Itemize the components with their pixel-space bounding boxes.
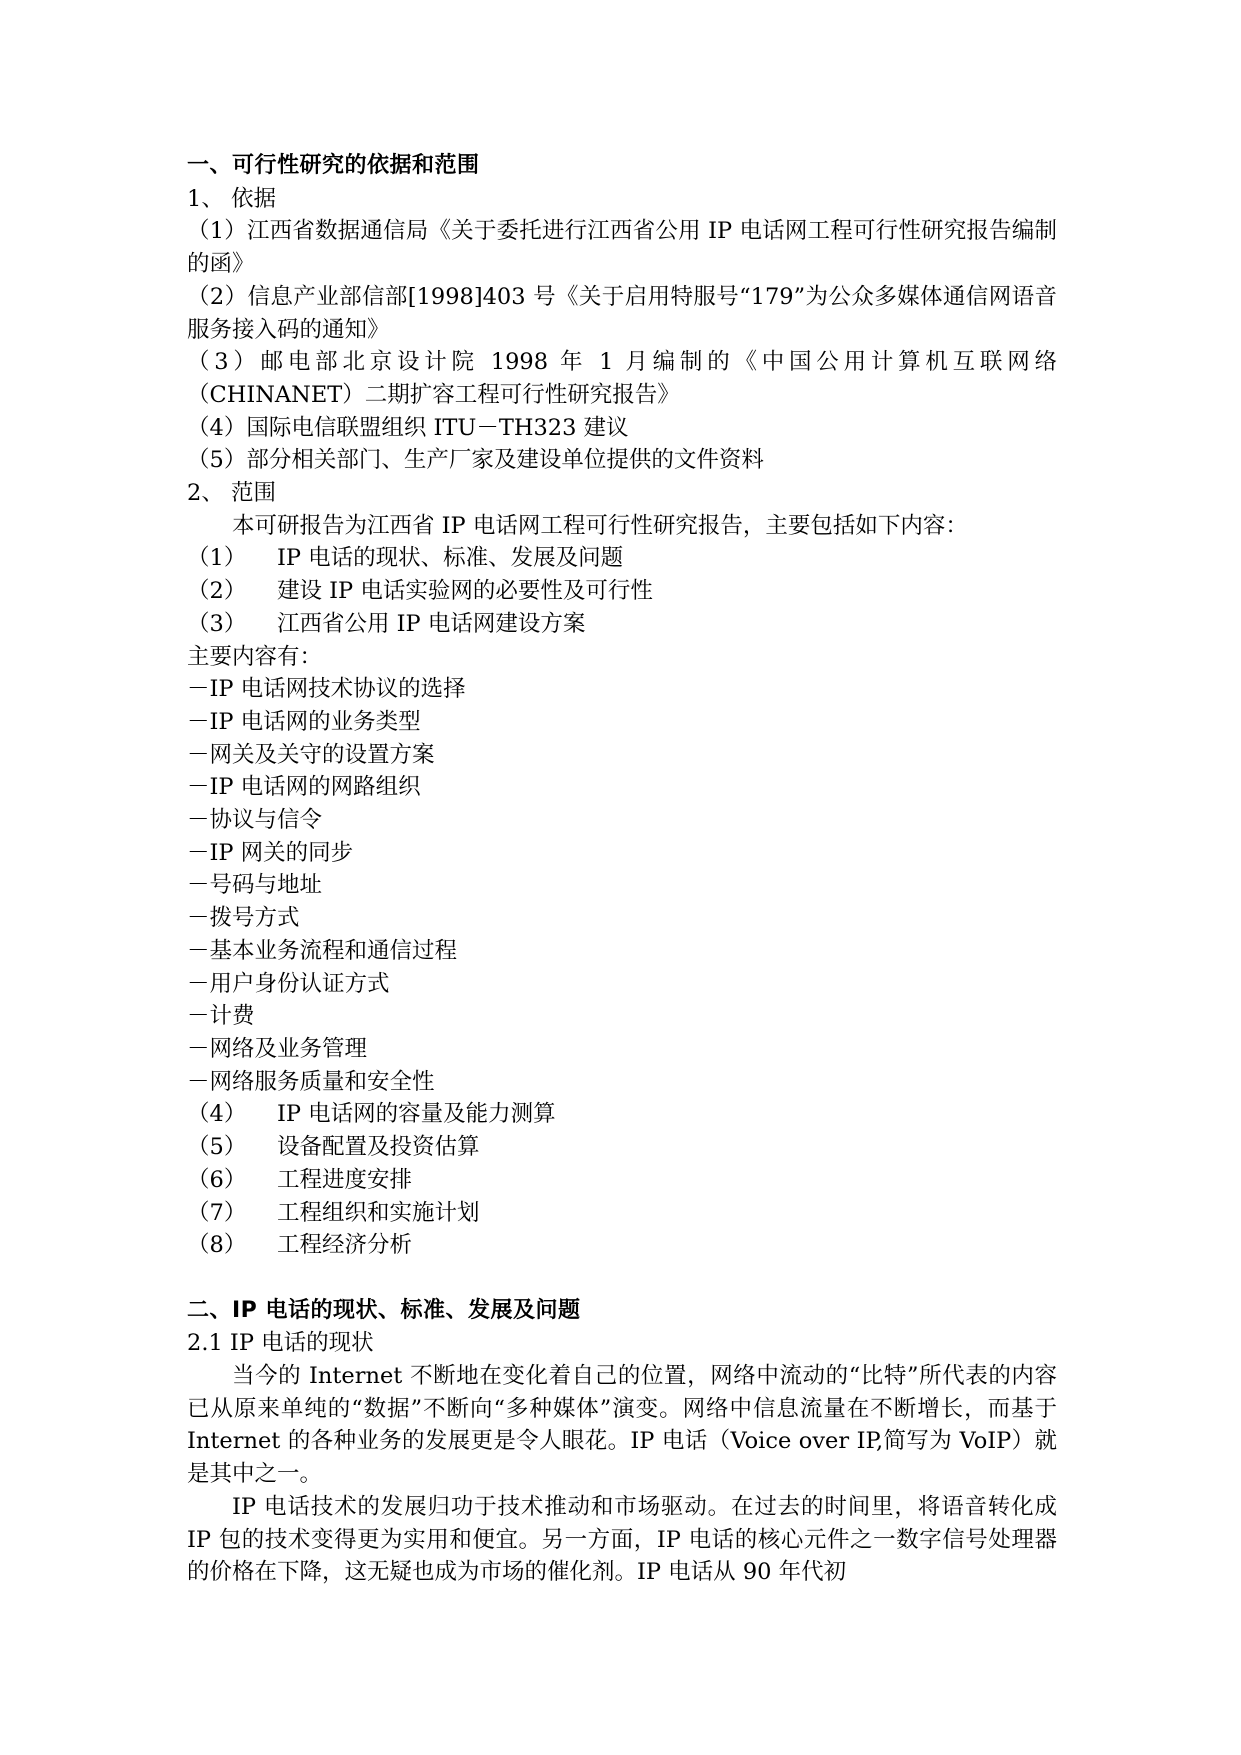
scope-item xyxy=(187,542,1057,575)
main-content-item: －IP 网关的同步 xyxy=(187,839,354,866)
basis-item-5: （5）部分相关部门、生产厂家及建设单位提供的文件资料 xyxy=(187,447,764,474)
scope-item-text: IP 电话网的容量及能力测算 xyxy=(277,1101,556,1128)
scope-item-text: 工程组织和实施计划 xyxy=(277,1199,480,1226)
document-page xyxy=(187,150,1057,1589)
scope-item-text: IP 电话的现状、标准、发展及问题 xyxy=(277,545,624,572)
scope-item-text: 建设 IP 电话实验网的必要性及可行性 xyxy=(277,578,653,605)
main-content-item: －计费 xyxy=(187,1003,255,1030)
main-content-item: －号码与地址 xyxy=(187,872,323,899)
scope-item-number: （7） xyxy=(187,1199,247,1226)
scope-item xyxy=(187,608,1057,641)
basis-item-4: （4）国际电信联盟组织 ITU－TH323 建议 xyxy=(187,414,629,441)
scope-item-text: 工程经济分析 xyxy=(277,1232,413,1259)
scope-item xyxy=(187,1229,1057,1262)
scope-heading: 2、 范围 xyxy=(187,480,276,507)
main-content-item: －IP 电话网的业务类型 xyxy=(187,708,421,735)
scope-item xyxy=(187,1164,1057,1197)
basis-heading: 1、 依据 xyxy=(187,185,276,212)
subsection-heading: 2.1 IP 电话的现状 xyxy=(187,1330,374,1357)
scope-item-number: （3） xyxy=(187,610,247,637)
body-paragraph: IP 电话技术的发展归功于技术推动和市场驱动。在过去的时间里，将语音转化成 IP 包的技术变得更为实用和便宜。另一方面，IP 电话的核心元件之一数字信号处理器的价格在下降，这无疑也成为市场的催化剂。IP 电话从 90 年代初 xyxy=(187,1493,1057,1586)
scope-item-number: （1） xyxy=(187,545,247,572)
scope-item xyxy=(187,1197,1057,1230)
main-content-item: －网络服务质量和安全性 xyxy=(187,1068,435,1095)
basis-item-1: （1）江西省数据通信局《关于委托进行江西省公用 IP 电话网工程可行性研究报告编制的函》 xyxy=(187,218,1057,278)
section-2-title: 二、IP 电话的现状、标准、发展及问题 xyxy=(187,1297,581,1323)
section-spacer xyxy=(187,1262,1057,1295)
main-content-label: 主要内容有： xyxy=(187,643,323,670)
scope-item-text: 工程进度安排 xyxy=(277,1166,413,1193)
scope-item xyxy=(187,1098,1057,1131)
body-paragraph: 当今的 Internet 不断地在变化着自己的位置，网络中流动的“比特”所代表的内容已从原来单纯的“数据”不断向“多种媒体”演变。网络中信息流量在不断增长，而基于 Internet 的各种业务的发展更是令人眼花。IP 电话（Voice over IP,简写为 VoIP）就是其中之一。 xyxy=(187,1363,1057,1488)
basis-item-3: （3）邮电部北京设计院 1998 年 1 月编制的《中国公用计算机互联网络（CHINANET）二期扩容工程可行性研究报告》 xyxy=(187,349,1057,408)
scope-item-text: 设备配置及投资估算 xyxy=(277,1134,480,1161)
section-1-title: 一、可行性研究的依据和范围 xyxy=(187,153,480,178)
scope-item-text: 江西省公用 IP 电话网建设方案 xyxy=(277,610,586,637)
main-content-item: －基本业务流程和通信过程 xyxy=(187,937,458,964)
main-content-item: －协议与信令 xyxy=(187,807,323,834)
scope-item-number: （4） xyxy=(187,1101,247,1128)
basis-item-2: （2）信息产业部信部[1998]403 号《关于启用特服号“179”为公众多媒体通信网语音服务接入码的通知》 xyxy=(187,283,1057,343)
main-content-item: －用户身份认证方式 xyxy=(187,970,390,997)
scope-intro: 本可研报告为江西省 IP 电话网工程可行性研究报告，主要包括如下内容： xyxy=(232,512,968,539)
scope-item-number: （6） xyxy=(187,1166,247,1193)
scope-item xyxy=(187,575,1057,608)
main-content-item: －网关及关守的设置方案 xyxy=(187,741,435,768)
main-content-item: －IP 电话网的网路组织 xyxy=(187,774,421,801)
scope-item-number: （2） xyxy=(187,578,247,605)
main-content-item: －拨号方式 xyxy=(187,905,300,932)
main-content-item: －网络及业务管理 xyxy=(187,1035,368,1062)
main-content-item: －IP 电话网技术协议的选择 xyxy=(187,676,466,703)
scope-item-number: （8） xyxy=(187,1232,247,1259)
scope-item-number: （5） xyxy=(187,1134,247,1161)
scope-item xyxy=(187,1131,1057,1164)
